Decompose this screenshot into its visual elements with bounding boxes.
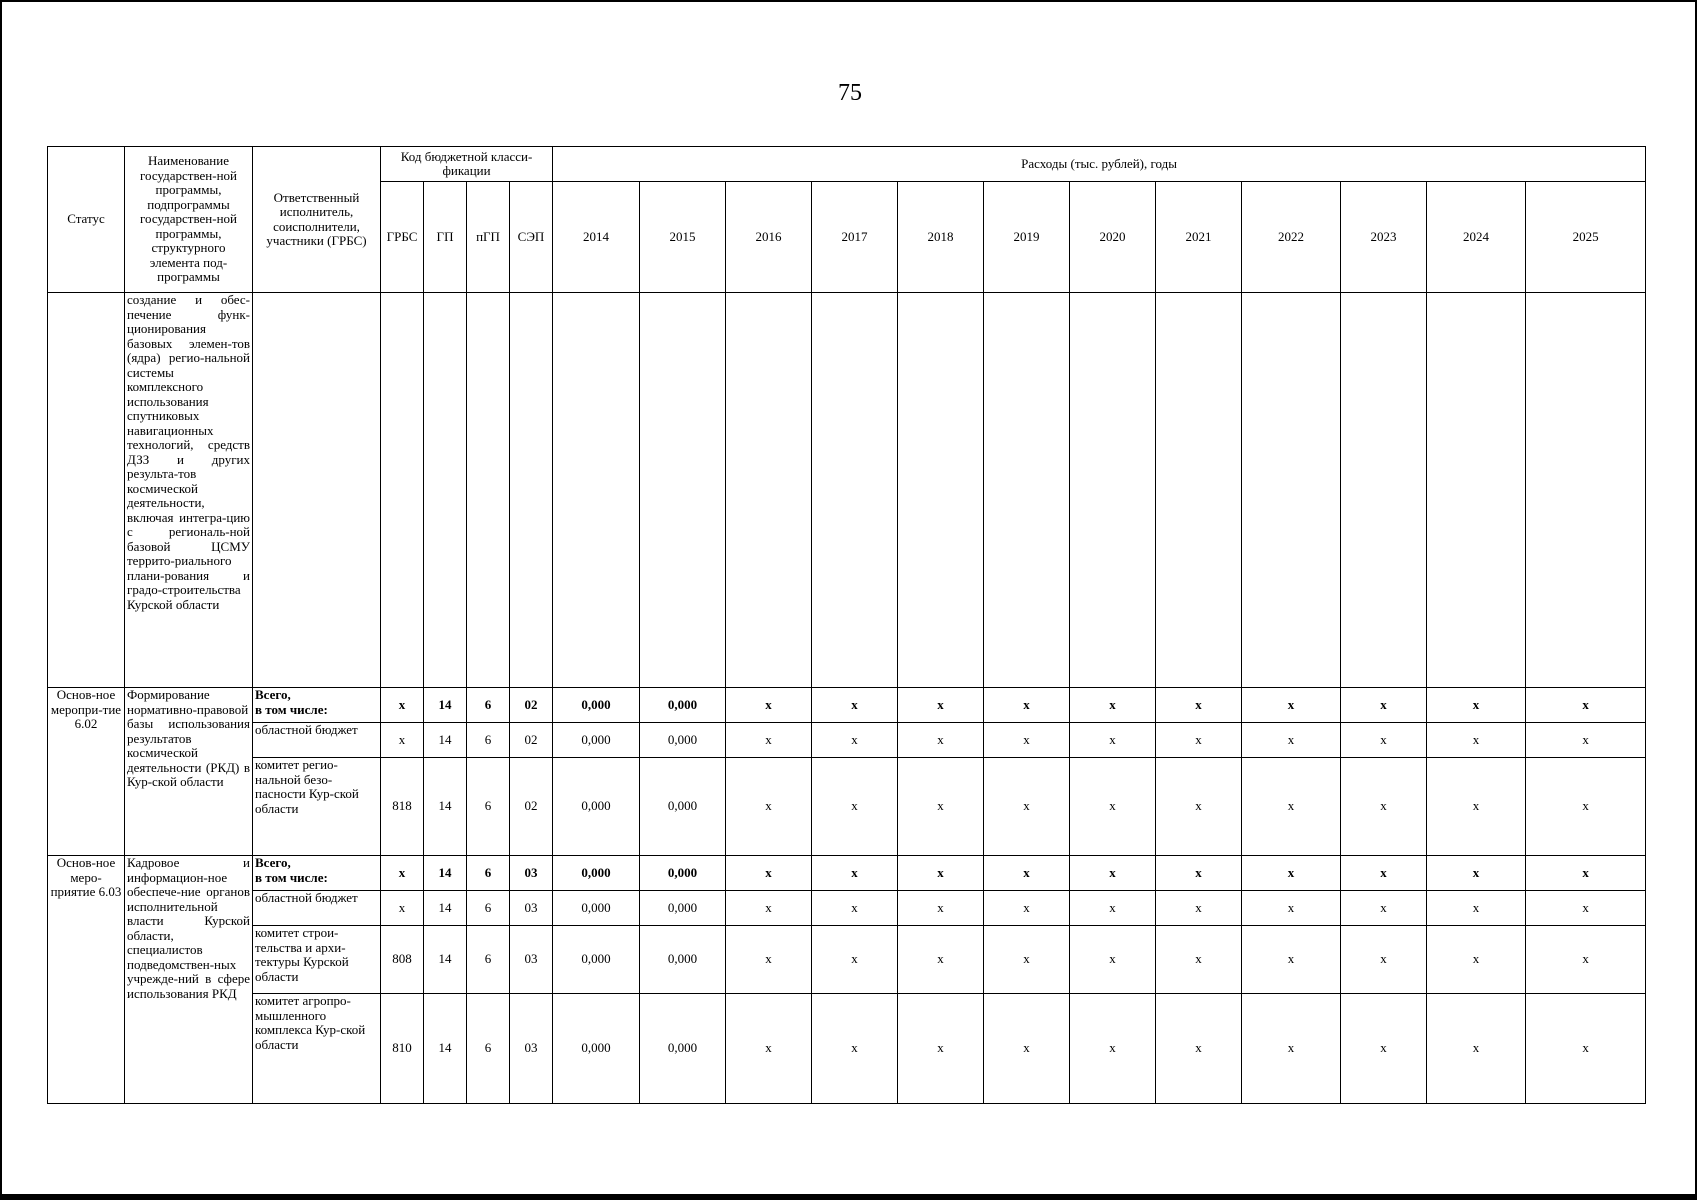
responsible-cell: комитет регио-нальной безо-пасности Кур-ской области [253, 758, 381, 856]
page-frame-top [0, 0, 1697, 2]
expense-value-cell: х [726, 856, 812, 891]
code-pgp-cell: 6 [467, 926, 510, 994]
code-gp-cell: 14 [424, 688, 467, 723]
expense-value-cell: х [1427, 856, 1526, 891]
total-sublabel: в том числе: [255, 701, 328, 717]
responsible-cell [253, 688, 381, 723]
code-sep-cell: 03 [510, 994, 553, 1104]
code-gp-cell: 14 [424, 891, 467, 926]
total-label: Всего, [255, 687, 291, 702]
code-pgp-cell: 6 [467, 723, 510, 758]
expense-value-cell: х [1242, 994, 1341, 1104]
expense-value-cell: 0,000 [640, 688, 726, 723]
expense-value-cell: х [726, 994, 812, 1104]
expense-value-cell: х [1526, 758, 1646, 856]
code-sep-cell: 03 [510, 926, 553, 994]
code-pgp-cell: 6 [467, 994, 510, 1104]
expense-value-cell: 0,000 [553, 856, 640, 891]
header-year: 2020 [1070, 182, 1156, 293]
expense-value-cell: 0,000 [553, 723, 640, 758]
expense-value-cell: х [1070, 994, 1156, 1104]
code-pgp-cell: 6 [467, 891, 510, 926]
expense-value-cell: х [1156, 723, 1242, 758]
code-sep-cell: 03 [510, 856, 553, 891]
total-sublabel: в том числе: [255, 869, 328, 885]
continuation-status [48, 293, 125, 688]
expense-value-cell: х [1242, 891, 1341, 926]
header-budget-code: Код бюджетной класси-фикации [381, 147, 553, 182]
header-year: 2025 [1526, 182, 1646, 293]
code-gp-cell: 14 [424, 758, 467, 856]
page-frame-left [0, 0, 2, 1200]
expense-value-cell: х [1070, 758, 1156, 856]
header-year: 2021 [1156, 182, 1242, 293]
expense-value-cell: х [984, 688, 1070, 723]
continuation-row [48, 293, 1646, 688]
header-code-col: ГРБС [381, 182, 424, 293]
responsible-cell [253, 856, 381, 891]
code-sep-cell: 02 [510, 723, 553, 758]
expense-value-cell: х [1341, 758, 1427, 856]
expense-value-cell: 0,000 [553, 994, 640, 1104]
expense-value-cell: х [1341, 891, 1427, 926]
responsible-cell: областной бюджет [253, 891, 381, 926]
budget-table [47, 146, 1646, 1104]
expense-value-cell: 0,000 [640, 926, 726, 994]
expense-value-cell: х [1156, 688, 1242, 723]
header-year: 2017 [812, 182, 898, 293]
expense-value-cell: х [812, 994, 898, 1104]
expense-value-cell: 0,000 [640, 856, 726, 891]
expense-value-cell: х [812, 926, 898, 994]
expense-value-cell: х [1156, 926, 1242, 994]
table-row [48, 994, 1646, 1104]
expense-value-cell: х [984, 891, 1070, 926]
table-row [48, 758, 1646, 856]
expense-value-cell: х [898, 994, 984, 1104]
header-year: 2014 [553, 182, 640, 293]
expense-value-cell: х [1526, 723, 1646, 758]
expense-value-cell: х [1526, 688, 1646, 723]
expense-value-cell: х [1526, 891, 1646, 926]
expense-value-cell: х [1070, 856, 1156, 891]
expense-value-cell: х [1427, 723, 1526, 758]
expense-value-cell: х [1156, 891, 1242, 926]
header-name: Наименование государствен-ной программы, подпрограммы государствен-ной программы, структурного элемента под-программы [125, 147, 253, 293]
continuation-name: создание и обес-печение функ-ционирования базовых элемен-тов (ядра) регио-нальной системы комплексного использования спутниковых навигационных технологий, средств ДЗЗ и других результа-тов космической деятельности, включая интегра-цию с региональ-ной базовой ЦСМУ террито-риального плани-рования и градо-строительства Курской области [125, 293, 253, 688]
expense-value-cell: х [812, 891, 898, 926]
expense-value-cell: 0,000 [640, 758, 726, 856]
expense-value-cell: х [1427, 926, 1526, 994]
expense-value-cell: х [1242, 723, 1341, 758]
code-pgp-cell: 6 [467, 688, 510, 723]
expense-value-cell: х [726, 688, 812, 723]
status-cell: Основ-ное меро-приятие 6.03 [48, 856, 125, 1104]
expense-value-cell: 0,000 [553, 688, 640, 723]
expense-value-cell: 0,000 [640, 891, 726, 926]
measure-name-cell: Формирование нормативно-правовой базы использования результатов космической деятельности (РКД) в Кур-ской области [125, 688, 253, 856]
code-pgp-cell: 6 [467, 856, 510, 891]
expense-value-cell: х [1156, 994, 1242, 1104]
responsible-cell: областной бюджет [253, 723, 381, 758]
responsible-cell: комитет агропро-мышленного комплекса Кур-ской области [253, 994, 381, 1104]
code-grbs-cell: х [381, 856, 424, 891]
code-gp-cell: 14 [424, 856, 467, 891]
code-grbs-cell: х [381, 891, 424, 926]
expense-value-cell: х [898, 891, 984, 926]
code-sep-cell: 02 [510, 688, 553, 723]
code-sep-cell: 02 [510, 758, 553, 856]
expense-value-cell: 0,000 [553, 891, 640, 926]
expense-value-cell: х [1156, 758, 1242, 856]
expense-value-cell: х [984, 723, 1070, 758]
expense-value-cell: х [1242, 688, 1341, 723]
header-year: 2015 [640, 182, 726, 293]
code-sep-cell: 03 [510, 891, 553, 926]
table-row [48, 926, 1646, 994]
header-expenses: Расходы (тыс. рублей), годы [553, 147, 1646, 182]
expense-value-cell: х [726, 723, 812, 758]
status-cell: Основ-ное меропри-тие 6.02 [48, 688, 125, 856]
expense-value-cell: х [1427, 758, 1526, 856]
expense-value-cell: х [1341, 856, 1427, 891]
expense-value-cell: х [812, 688, 898, 723]
page-number: 75 [838, 80, 862, 106]
page-frame-bottom [0, 1194, 1697, 1200]
table-row [48, 891, 1646, 926]
expense-value-cell: х [1526, 926, 1646, 994]
header-code-col: пГП [467, 182, 510, 293]
code-gp-cell: 14 [424, 926, 467, 994]
header-responsible: Ответственный исполнитель, соисполнители, участники (ГРБС) [253, 147, 381, 293]
code-grbs-cell: х [381, 688, 424, 723]
expense-value-cell: х [1070, 723, 1156, 758]
code-gp-cell: 14 [424, 723, 467, 758]
expense-value-cell: х [898, 856, 984, 891]
expense-value-cell: х [984, 926, 1070, 994]
header-code-col: ГП [424, 182, 467, 293]
expense-value-cell: х [898, 926, 984, 994]
code-grbs-cell: х [381, 723, 424, 758]
header-year: 2019 [984, 182, 1070, 293]
header-status: Статус [48, 147, 125, 293]
code-grbs-cell: 810 [381, 994, 424, 1104]
expense-value-cell: х [1242, 926, 1341, 994]
expense-value-cell: х [1156, 856, 1242, 891]
expense-value-cell: х [1242, 856, 1341, 891]
header-year: 2016 [726, 182, 812, 293]
expense-value-cell: х [1526, 856, 1646, 891]
expense-value-cell: х [1242, 758, 1341, 856]
table-row [48, 688, 1646, 723]
expense-value-cell: х [812, 723, 898, 758]
code-grbs-cell: 808 [381, 926, 424, 994]
expense-value-cell: 0,000 [640, 994, 726, 1104]
expense-value-cell: х [1341, 926, 1427, 994]
header-year: 2022 [1242, 182, 1341, 293]
header-year: 2023 [1341, 182, 1427, 293]
expense-value-cell: х [1341, 723, 1427, 758]
expense-value-cell: х [1341, 688, 1427, 723]
expense-value-cell: х [984, 994, 1070, 1104]
expense-value-cell: 0,000 [553, 758, 640, 856]
expense-value-cell: х [1427, 994, 1526, 1104]
measure-name-cell: Кадровое и информацион-ное обеспече-ние органов исполнительной власти Курской области, специалистов подведомствен-ных учрежде-ний в сфере использования РКД [125, 856, 253, 1104]
expense-value-cell: х [1070, 926, 1156, 994]
expense-value-cell: х [898, 688, 984, 723]
expense-value-cell: х [812, 856, 898, 891]
expense-value-cell: х [1070, 688, 1156, 723]
header-year: 2024 [1427, 182, 1526, 293]
expense-value-cell: х [726, 926, 812, 994]
responsible-cell: комитет строи-тельства и архи-тектуры Курской области [253, 926, 381, 994]
expense-value-cell: х [1526, 994, 1646, 1104]
expense-value-cell: х [726, 891, 812, 926]
expense-value-cell: х [1427, 891, 1526, 926]
expense-value-cell: х [1427, 688, 1526, 723]
expense-value-cell: х [898, 723, 984, 758]
expense-value-cell: х [1070, 891, 1156, 926]
code-grbs-cell: 818 [381, 758, 424, 856]
expense-value-cell: х [726, 758, 812, 856]
code-pgp-cell: 6 [467, 758, 510, 856]
expense-value-cell: х [984, 758, 1070, 856]
expense-value-cell: х [898, 758, 984, 856]
header-year: 2018 [898, 182, 984, 293]
expense-value-cell: х [812, 758, 898, 856]
expense-value-cell: 0,000 [553, 926, 640, 994]
header-code-col: СЭП [510, 182, 553, 293]
total-label: Всего, [255, 855, 291, 870]
expense-value-cell: х [984, 856, 1070, 891]
code-gp-cell: 14 [424, 994, 467, 1104]
expense-value-cell: 0,000 [640, 723, 726, 758]
table-row [48, 723, 1646, 758]
table-row [48, 856, 1646, 891]
expense-value-cell: х [1341, 994, 1427, 1104]
